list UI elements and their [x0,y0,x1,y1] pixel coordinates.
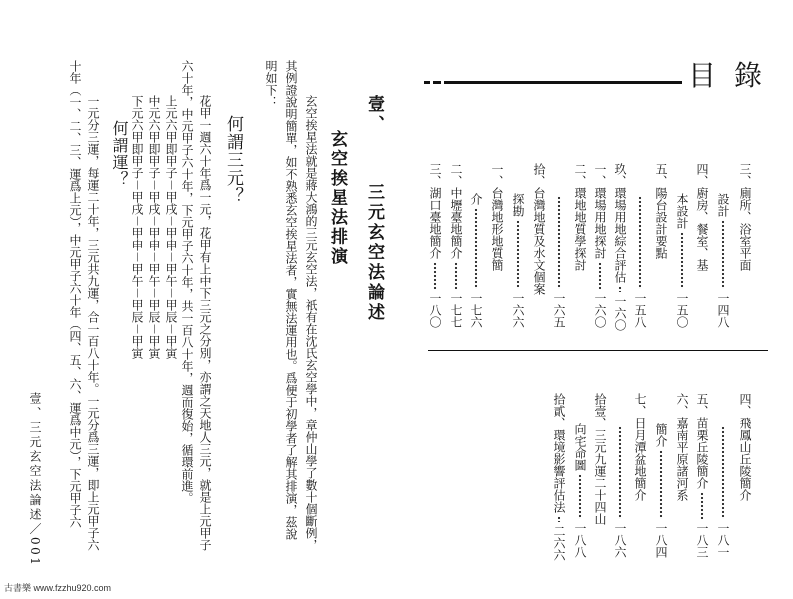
toc-entry-text: 探勘 [511,193,525,217]
dot-leader [553,196,565,289]
title-rule-dash [424,81,430,84]
body-line: 明如下： [264,60,278,108]
dot-leader [717,426,729,519]
toc-entry [655,163,667,328]
toc-entry-text: 簡介 [654,423,668,447]
toc-entry [614,393,626,558]
toc-entry [594,163,606,328]
toc-entry-text: 拾壹、三元九運二十四山 [593,393,607,525]
toc-page-number: 一八八 [573,522,587,558]
toc-page-number: 一五〇 [675,292,689,328]
dot-leader [655,450,667,519]
toc-page-number: 一四八 [716,292,730,328]
toc-entry-text: 三、湖口臺地簡介 [428,163,442,259]
toc-entry-text: 二、環地地質學探討 [573,163,587,271]
dot-leader [470,208,482,289]
page-footer: 壹、三元玄空法論述／001 [28,392,42,568]
body-line: 花甲一週六十年爲一元，花甲有上中下三元之分別，亦謂之天地人三元，就是上元甲子 [198,95,212,551]
toc-entry [717,393,729,558]
toc-entry [470,163,482,328]
toc-entry [613,163,627,331]
subheading-sanyuan: 何謂三元？ [223,115,243,205]
toc-page-number: 一八一 [716,522,730,558]
toc-entry-text: 五、陽台設計要點 [654,163,668,259]
section-title: 玄空挨星法排演 [327,130,347,267]
subheading-yun: 何謂運？ [110,120,129,188]
toc-entry-text: 設計 [716,193,730,217]
toc-entry-text: 一、環場用地探討 [593,163,607,259]
body-line: 中元六甲即甲子－甲戌－甲申－甲午－甲辰－甲寅 [147,95,161,360]
toc-entry [717,163,729,328]
dot-leader [512,220,524,289]
toc-entry [553,163,565,328]
toc-entry [491,163,503,328]
toc-entry-text: 拾、台灣地質及水文個案 [532,163,546,295]
toc-entry-text: 玖、環場用地綜合評估 [613,163,627,283]
dot-leader [574,474,586,519]
toc-entry-text: 拾貳、環境影響評估法 [552,393,566,513]
toc-page-number: 一六五 [552,292,566,328]
toc-page-number: 一五八 [633,292,647,328]
body-line: 其例證說明簡單，如不熟悉玄空挨星法者，實無法運用也。爲便于初學者了解其排演，茲說 [284,60,298,540]
toc-entry [696,163,708,328]
toc-entry [634,393,646,558]
dot-leader [676,232,688,289]
toc-entry [552,393,566,561]
toc-page-number: 一八六 [613,522,627,558]
toc-entry [429,163,441,328]
body-line: 一元分三運，每運二十年，三元共九運，合一百八十年。一元分爲三運，即上元甲子六 [86,95,100,551]
toc-entry [574,393,586,558]
dot-leader [553,516,565,522]
toc-page-number: 一七六 [469,292,483,328]
title-rule [444,81,682,84]
dot-leader [594,262,606,289]
body-line: 十年（一、二、三、運爲上元），中元甲子六十年（四、五、六、運爲中元），下元甲子六 [68,60,82,528]
toc-entry [655,393,667,558]
body-line: 下元六甲即甲子－甲戌－甲申－甲午－甲辰－甲寅 [130,95,144,360]
dot-leader [450,262,462,289]
chapter-title: 三元玄空法論述 [364,183,384,323]
toc-entry-text: 向宅命圖 [573,423,587,471]
toc-page-number: 一六六 [511,292,525,328]
toc-entry [739,163,751,328]
toc-entry-text: 四、廚房、餐室、基 [695,163,709,271]
toc-page-number: 一八四 [654,522,668,558]
section-divider [428,350,768,351]
dot-leader [717,220,729,289]
toc-entry-text: 二、中壢臺地簡介 [449,163,463,259]
site-watermark: 古書樂 www.fzzhu920.com [4,583,112,593]
toc-title: 目錄 [688,59,781,92]
dot-leader [634,196,646,289]
toc-page-number: 二六六 [552,525,566,561]
toc-entry-text: 七、日月潭盆地簡介 [633,393,647,501]
toc-entry-text: 五、苗栗丘陵簡介 [695,393,709,489]
toc-entry-text: 六、嘉南平原諸河系 [675,393,689,501]
right-page [396,0,793,599]
toc-page-number: 一八三 [695,522,709,558]
toc-entry [594,393,606,558]
toc-entry [676,163,688,328]
toc-entry-text: 四、飛鳳山丘陵簡介 [738,393,752,501]
toc-entry [512,163,524,328]
toc-page-number: 一七七 [449,292,463,328]
dot-leader [429,262,441,289]
body-line: 六十年，中元甲子六十年，下元甲子六十年，共一百八十年，週而復始，循環前進。 [180,60,194,504]
body-line: 上元六甲即甲子－甲戌－甲申－甲午－甲辰－甲寅 [164,95,178,360]
toc-entry-text: 本設計 [675,193,689,229]
toc-entry-text: 一、台灣地形地質簡 [490,163,504,271]
title-rule-dash [433,81,441,84]
dot-leader [614,286,626,292]
dot-leader [696,492,708,519]
toc-entry [739,393,751,558]
left-page [0,0,396,599]
toc-entry-text: 三、廁所、浴室平面 [738,163,752,271]
toc-entry-text: 介 [469,193,483,205]
toc-page-number: 一六〇 [613,295,627,331]
chapter-number: 壹、 [364,95,384,135]
toc-entry [574,163,586,328]
toc-page-number: 一八〇 [428,292,442,328]
body-line: 玄空挨星法就是蔣大鴻的三元玄空法，祇有在沈氏玄空學中，章仲山學了數十個斷例， [304,95,318,551]
toc-page-number: 一六〇 [593,292,607,328]
toc-entry [634,163,646,328]
dot-leader [614,426,626,519]
toc-entry [450,163,462,328]
toc-entry [676,393,688,558]
toc-entry [696,393,708,558]
toc-entry [533,163,545,328]
